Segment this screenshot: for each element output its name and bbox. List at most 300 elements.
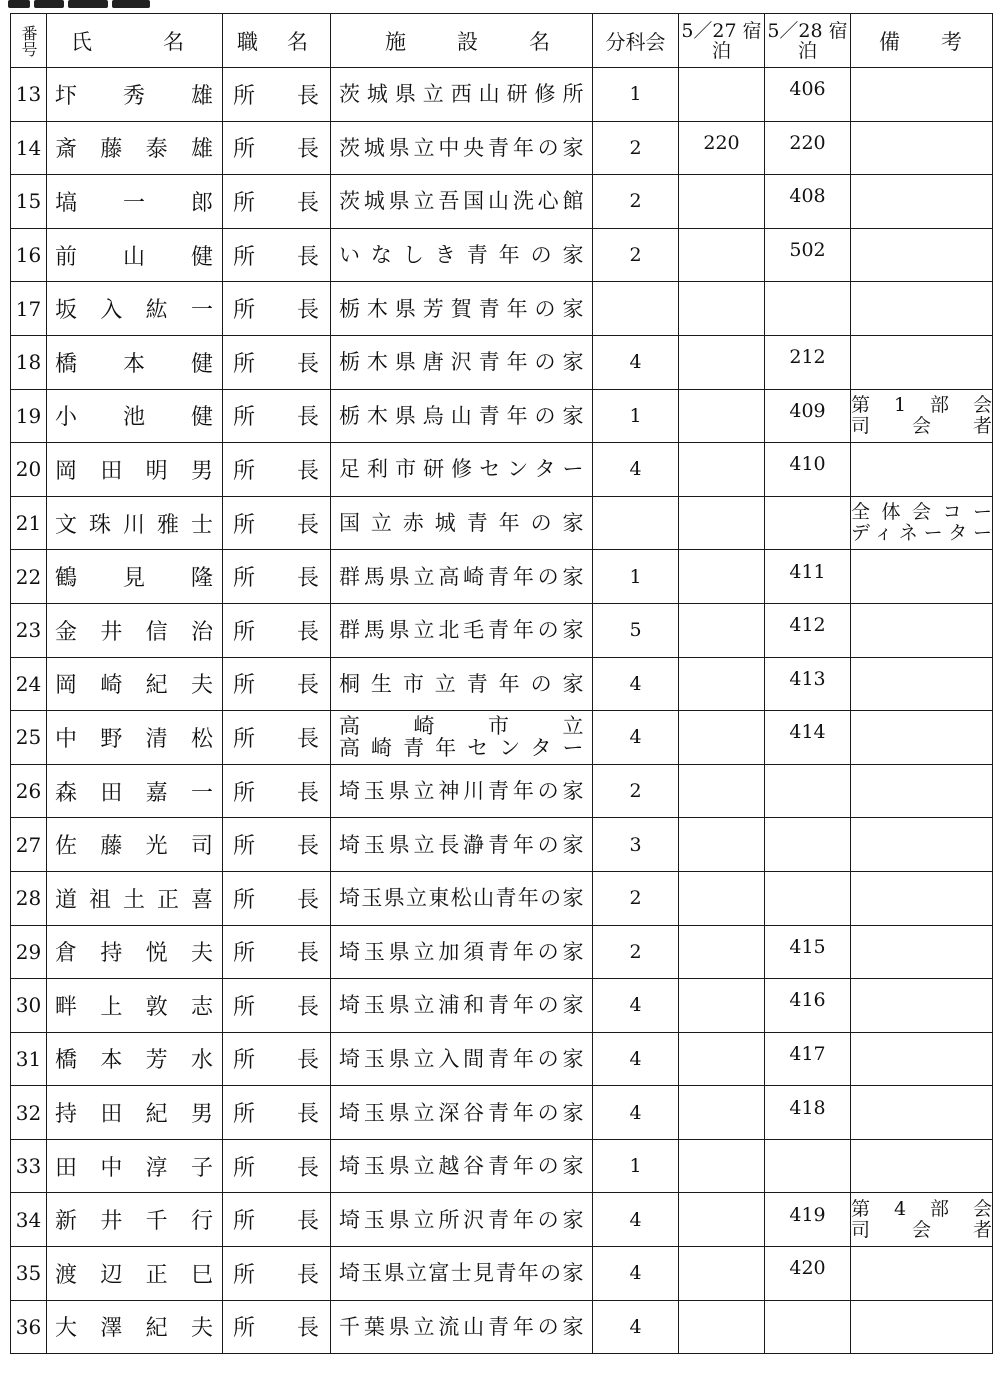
row-title-cell: [223, 1086, 331, 1140]
col-subcommittee-header: 分科会: [593, 14, 679, 68]
row-number: 21: [11, 496, 47, 550]
table-row: [11, 1247, 993, 1301]
row-name: 大澤紀夫: [55, 1316, 214, 1342]
row-subcommittee: 4: [593, 1086, 679, 1140]
row-facility-cell: [331, 1086, 593, 1140]
row-facility-cell: [331, 1300, 593, 1354]
row-facility-line: 埼玉県立加須青年の家: [339, 939, 584, 964]
row-remarks-cell: [851, 603, 993, 657]
row-number: 13: [11, 68, 47, 122]
row-remarks-cell: [851, 764, 993, 818]
row-subcommittee: 4: [593, 711, 679, 765]
row-number: 36: [11, 1300, 47, 1354]
row-facility-line: 埼玉県立神川青年の家: [339, 779, 584, 804]
row-name: 文珠川雅士: [55, 512, 214, 538]
row-name-cell: [47, 175, 223, 229]
row-title: 所長: [233, 887, 320, 913]
row-name: 田中淳子: [55, 1155, 214, 1181]
row-stay-527-cell: [679, 121, 765, 175]
row-facility-cell: [331, 335, 593, 389]
row-stay-528-cell: [765, 1086, 851, 1140]
row-stay-528-cell: [765, 925, 851, 979]
row-stay-527-cell: [679, 68, 765, 122]
row-number: 15: [11, 175, 47, 229]
row-stay-528-cell: [765, 175, 851, 229]
row-name-cell: [47, 711, 223, 765]
row-number: 20: [11, 443, 47, 497]
row-name-cell: [47, 68, 223, 122]
row-name: 佐藤光司: [55, 834, 214, 860]
row-facility-cell: [331, 818, 593, 872]
table-row: [11, 818, 993, 872]
row-subcommittee: 2: [593, 121, 679, 175]
row-subcommittee: [593, 496, 679, 550]
row-number: 18: [11, 335, 47, 389]
row-title-cell: [223, 711, 331, 765]
col-remarks-header: [851, 14, 993, 68]
table-row: [11, 121, 993, 175]
row-stay-528: 220: [789, 131, 826, 154]
table-row: [11, 1032, 993, 1086]
row-remark-line: 司会者: [851, 414, 992, 437]
col-number-label: 番号: [19, 24, 38, 57]
row-title-cell: [223, 550, 331, 604]
table-row: [11, 68, 993, 122]
row-number: 19: [11, 389, 47, 443]
row-number: 33: [11, 1139, 47, 1193]
row-title: 所長: [233, 190, 320, 216]
row-title: 所長: [233, 619, 320, 645]
table-row: [11, 979, 993, 1033]
row-stay-527-cell: [679, 175, 765, 229]
row-title-cell: [223, 68, 331, 122]
row-stay-527-cell: [679, 496, 765, 550]
row-name: 岡崎紀夫: [55, 673, 214, 699]
row-facility-line: 栃木県唐沢青年の家: [339, 350, 584, 375]
table-row: [11, 550, 993, 604]
row-stay-528-cell: [765, 282, 851, 336]
row-stay-528-cell: [765, 550, 851, 604]
row-subcommittee: 4: [593, 1032, 679, 1086]
row-name: 圷秀雄: [55, 83, 214, 109]
row-number: 16: [11, 228, 47, 282]
row-stay-528-cell: [765, 818, 851, 872]
row-remarks-cell: [851, 711, 993, 765]
row-remark-line: 第1部会: [851, 393, 992, 416]
row-name: 橋本芳水: [55, 1048, 214, 1074]
row-title: 所長: [233, 673, 320, 699]
row-stay-527-cell: [679, 1086, 765, 1140]
table-row: [11, 871, 993, 925]
row-facility-cell: [331, 228, 593, 282]
row-number: 34: [11, 1193, 47, 1247]
row-facility-line: 埼玉県立越谷青年の家: [339, 1154, 584, 1179]
row-title: 所長: [233, 1048, 320, 1074]
row-name-cell: [47, 550, 223, 604]
row-title-cell: [223, 389, 331, 443]
row-stay-527: 220: [703, 131, 740, 154]
row-remarks-cell: [851, 925, 993, 979]
table-row: [11, 496, 993, 550]
col-facility-label: 施設名: [385, 29, 550, 54]
row-remark-line: 第4部会: [851, 1197, 992, 1220]
row-remark-line: 全体会コー: [851, 501, 992, 524]
row-remarks-cell: [851, 335, 993, 389]
row-stay-528: 418: [789, 1096, 826, 1119]
row-number: 26: [11, 764, 47, 818]
row-facility-line: 栃木県烏山青年の家: [339, 403, 584, 428]
row-facility-line: 群馬県立北毛青年の家: [339, 618, 584, 643]
row-number: 30: [11, 979, 47, 1033]
row-facility-cell: [331, 443, 593, 497]
row-stay-528-cell: [765, 657, 851, 711]
row-stay-527-cell: [679, 979, 765, 1033]
row-name-cell: [47, 1139, 223, 1193]
row-number: 32: [11, 1086, 47, 1140]
row-title-cell: [223, 1032, 331, 1086]
row-title: 所長: [233, 458, 320, 484]
table-row: [11, 1086, 993, 1140]
row-number: 24: [11, 657, 47, 711]
row-facility-line: 国立赤城青年の家: [339, 511, 584, 536]
row-subcommittee: 4: [593, 335, 679, 389]
table-row: [11, 1139, 993, 1193]
row-title: 所長: [233, 1102, 320, 1128]
row-stay-528-cell: [765, 1032, 851, 1086]
col-title-header: [223, 14, 331, 68]
row-remarks-cell: [851, 1032, 993, 1086]
row-name-cell: [47, 1193, 223, 1247]
col-stay-527-header: [679, 14, 765, 68]
row-title: 所長: [233, 298, 320, 324]
row-title: 所長: [233, 512, 320, 538]
row-number: 35: [11, 1247, 47, 1301]
row-number: 25: [11, 711, 47, 765]
col-remarks-label: 備考: [879, 29, 962, 54]
row-stay-527-cell: [679, 657, 765, 711]
table-row: [11, 228, 993, 282]
row-remark-line: ディネーター: [851, 522, 992, 545]
row-stay-527-cell: [679, 282, 765, 336]
row-title-cell: [223, 657, 331, 711]
table-row: [11, 1300, 993, 1354]
row-subcommittee: 2: [593, 764, 679, 818]
row-facility-cell: [331, 925, 593, 979]
row-number: 31: [11, 1032, 47, 1086]
row-stay-528: 502: [789, 239, 826, 262]
row-title: 所長: [233, 405, 320, 431]
row-name-cell: [47, 818, 223, 872]
row-remarks-cell: [851, 550, 993, 604]
row-number: 22: [11, 550, 47, 604]
row-stay-527-cell: [679, 818, 765, 872]
row-subcommittee: 4: [593, 443, 679, 497]
row-name: 坂入紘一: [55, 298, 214, 324]
row-facility-cell: [331, 657, 593, 711]
row-title: 所長: [233, 137, 320, 163]
row-facility-line: 桐生市立青年の家: [339, 671, 584, 696]
row-name-cell: [47, 496, 223, 550]
row-facility-cell: [331, 764, 593, 818]
row-facility-line: 埼玉県立富士見青年の家: [339, 1261, 584, 1286]
col-name-label: 氏名: [71, 29, 184, 54]
row-name: 鶴見隆: [55, 566, 214, 592]
row-facility-line: 埼玉県立東松山青年の家: [339, 886, 584, 911]
row-facility-cell: [331, 1193, 593, 1247]
row-stay-528: 410: [789, 453, 826, 476]
row-name-cell: [47, 1300, 223, 1354]
row-subcommittee: 1: [593, 1139, 679, 1193]
row-stay-527-cell: [679, 1139, 765, 1193]
row-remarks-cell: [851, 389, 993, 443]
row-title: 所長: [233, 1316, 320, 1342]
row-title: 所長: [233, 941, 320, 967]
roster-body: [11, 68, 993, 1354]
table-row: [11, 925, 993, 979]
row-name: 塙一郎: [55, 190, 214, 216]
row-stay-527-cell: [679, 1032, 765, 1086]
row-title-cell: [223, 282, 331, 336]
row-stay-527-cell: [679, 711, 765, 765]
row-stay-528-cell: [765, 443, 851, 497]
row-name-cell: [47, 657, 223, 711]
row-stay-527-cell: [679, 764, 765, 818]
row-stay-528-cell: [765, 496, 851, 550]
row-facility-cell: [331, 121, 593, 175]
col-name-header: [47, 14, 223, 68]
row-facility-line: 茨城県立西山研修所: [339, 82, 584, 107]
row-name: 畔上敦志: [55, 994, 214, 1020]
row-remarks-cell: [851, 443, 993, 497]
row-stay-527-cell: [679, 925, 765, 979]
row-name: 橋本健: [55, 351, 214, 377]
row-name: 岡田明男: [55, 458, 214, 484]
row-facility-cell: [331, 175, 593, 229]
row-facility-cell: [331, 389, 593, 443]
row-title-cell: [223, 228, 331, 282]
row-stay-527-cell: [679, 443, 765, 497]
row-stay-527-cell: [679, 228, 765, 282]
row-facility-line: 栃木県芳賀青年の家: [339, 296, 584, 321]
row-remarks-cell: [851, 68, 993, 122]
row-stay-528-cell: [765, 1193, 851, 1247]
row-stay-528: 406: [789, 78, 826, 101]
row-remarks-cell: [851, 1247, 993, 1301]
row-title: 所長: [233, 1155, 320, 1181]
row-stay-528: 415: [789, 935, 826, 958]
row-stay-528-cell: [765, 1247, 851, 1301]
row-title-cell: [223, 925, 331, 979]
table-row: [11, 282, 993, 336]
row-name: 金井信治: [55, 619, 214, 645]
row-title-cell: [223, 1247, 331, 1301]
row-facility-line: 埼玉県立入間青年の家: [339, 1046, 584, 1071]
row-facility-line: 埼玉県立浦和青年の家: [339, 993, 584, 1018]
row-title: 所長: [233, 994, 320, 1020]
row-facility-cell: [331, 496, 593, 550]
row-number: 29: [11, 925, 47, 979]
row-subcommittee: 2: [593, 228, 679, 282]
row-facility-cell: [331, 68, 593, 122]
row-subcommittee: 2: [593, 175, 679, 229]
row-facility-line: 茨城県立吾国山洗心館: [339, 189, 584, 214]
row-remarks-cell: [851, 496, 993, 550]
row-name-cell: [47, 925, 223, 979]
row-name: 渡辺正巳: [55, 1262, 214, 1288]
row-name-cell: [47, 603, 223, 657]
row-facility-cell: [331, 550, 593, 604]
row-stay-528-cell: [765, 1300, 851, 1354]
row-subcommittee: 4: [593, 979, 679, 1033]
row-facility-line: 茨城県立中央青年の家: [339, 135, 584, 160]
row-stay-528-cell: [765, 228, 851, 282]
row-facility-line: 千葉県立流山青年の家: [339, 1314, 584, 1339]
row-name-cell: [47, 389, 223, 443]
row-subcommittee: 4: [593, 1300, 679, 1354]
row-title-cell: [223, 175, 331, 229]
row-name-cell: [47, 335, 223, 389]
row-subcommittee: [593, 282, 679, 336]
row-stay-528-cell: [765, 711, 851, 765]
table-row: [11, 657, 993, 711]
row-title-cell: [223, 979, 331, 1033]
row-facility-cell: [331, 871, 593, 925]
row-name-cell: [47, 764, 223, 818]
row-facility-line: いなしき青年の家: [339, 243, 584, 268]
table-row: [11, 335, 993, 389]
row-number: 14: [11, 121, 47, 175]
row-name: 新井千行: [55, 1209, 214, 1235]
row-subcommittee: 4: [593, 1193, 679, 1247]
row-remarks-cell: [851, 1086, 993, 1140]
row-subcommittee: 5: [593, 603, 679, 657]
row-remarks-cell: [851, 1139, 993, 1193]
row-stay-528-cell: [765, 335, 851, 389]
row-subcommittee: 1: [593, 550, 679, 604]
row-name-cell: [47, 871, 223, 925]
row-name: 倉持悦夫: [55, 941, 214, 967]
row-name-cell: [47, 1247, 223, 1301]
row-name-cell: [47, 121, 223, 175]
row-remarks-cell: [851, 818, 993, 872]
row-stay-528: 417: [789, 1042, 826, 1065]
row-remarks-cell: [851, 979, 993, 1033]
table-row: [11, 603, 993, 657]
row-title-cell: [223, 121, 331, 175]
row-subcommittee: 2: [593, 871, 679, 925]
row-title: 所長: [233, 1209, 320, 1235]
row-facility-line: 埼玉県立深谷青年の家: [339, 1100, 584, 1125]
row-subcommittee: 1: [593, 389, 679, 443]
row-title: 所長: [233, 566, 320, 592]
row-remarks-cell: [851, 175, 993, 229]
row-stay-528-cell: [765, 121, 851, 175]
row-title: 所長: [233, 780, 320, 806]
row-stay-528-cell: [765, 389, 851, 443]
row-stay-528: 408: [789, 185, 826, 208]
row-name: 中野清松: [55, 726, 214, 752]
row-name-cell: [47, 979, 223, 1033]
row-subcommittee: 4: [593, 1247, 679, 1301]
row-name: 小池健: [55, 405, 214, 431]
table-row: [11, 443, 993, 497]
row-facility-line: 埼玉県立長瀞青年の家: [339, 832, 584, 857]
row-remarks-cell: [851, 657, 993, 711]
row-name-cell: [47, 228, 223, 282]
row-stay-528-cell: [765, 68, 851, 122]
row-title-cell: [223, 496, 331, 550]
col-number-header: [11, 14, 47, 68]
row-title-cell: [223, 1193, 331, 1247]
row-remarks-cell: [851, 282, 993, 336]
row-remark-line: 司会者: [851, 1218, 992, 1241]
row-name-cell: [47, 282, 223, 336]
row-stay-528: 416: [789, 989, 826, 1012]
col-stay-527-label: 5／27 宿泊: [681, 19, 762, 62]
row-stay-527-cell: [679, 603, 765, 657]
row-number: 27: [11, 818, 47, 872]
row-title: 所長: [233, 83, 320, 109]
table-row: [11, 1193, 993, 1247]
row-facility-cell: [331, 603, 593, 657]
col-stay-528-label: 5／28 宿泊: [767, 19, 848, 62]
row-stay-528-cell: [765, 871, 851, 925]
row-facility-line: 高崎市立: [339, 714, 584, 739]
row-title-cell: [223, 335, 331, 389]
row-remarks-cell: [851, 1300, 993, 1354]
row-subcommittee: 4: [593, 657, 679, 711]
row-number: 23: [11, 603, 47, 657]
row-title-cell: [223, 871, 331, 925]
col-facility-header: [331, 14, 593, 68]
table-row: [11, 711, 993, 765]
row-subcommittee: 1: [593, 68, 679, 122]
row-title: 所長: [233, 1262, 320, 1288]
row-name: 斎藤泰雄: [55, 137, 214, 163]
table-row: [11, 764, 993, 818]
table-row: [11, 175, 993, 229]
row-subcommittee: 3: [593, 818, 679, 872]
row-title-cell: [223, 818, 331, 872]
row-facility-cell: [331, 711, 593, 765]
row-stay-528-cell: [765, 603, 851, 657]
row-number: 17: [11, 282, 47, 336]
row-stay-527-cell: [679, 1300, 765, 1354]
row-stay-528: 414: [789, 721, 826, 744]
table-row: [11, 389, 993, 443]
row-facility-line: 高崎青年センター: [339, 736, 584, 761]
row-title: 所長: [233, 834, 320, 860]
row-facility-line: 群馬県立高崎青年の家: [339, 564, 584, 589]
header-row: [11, 14, 993, 68]
row-stay-528: 411: [789, 560, 826, 583]
row-name-cell: [47, 443, 223, 497]
row-remarks-cell: [851, 228, 993, 282]
row-stay-528: 420: [789, 1257, 826, 1280]
row-name-cell: [47, 1032, 223, 1086]
row-stay-528-cell: [765, 979, 851, 1033]
row-remarks-cell: [851, 1193, 993, 1247]
row-title-cell: [223, 603, 331, 657]
row-facility-cell: [331, 282, 593, 336]
row-title-cell: [223, 1300, 331, 1354]
col-stay-528-header: [765, 14, 851, 68]
row-subcommittee: 2: [593, 925, 679, 979]
row-stay-528: 212: [789, 346, 826, 369]
row-stay-528: 413: [789, 667, 826, 690]
row-remarks-cell: [851, 121, 993, 175]
row-stay-527-cell: [679, 1193, 765, 1247]
